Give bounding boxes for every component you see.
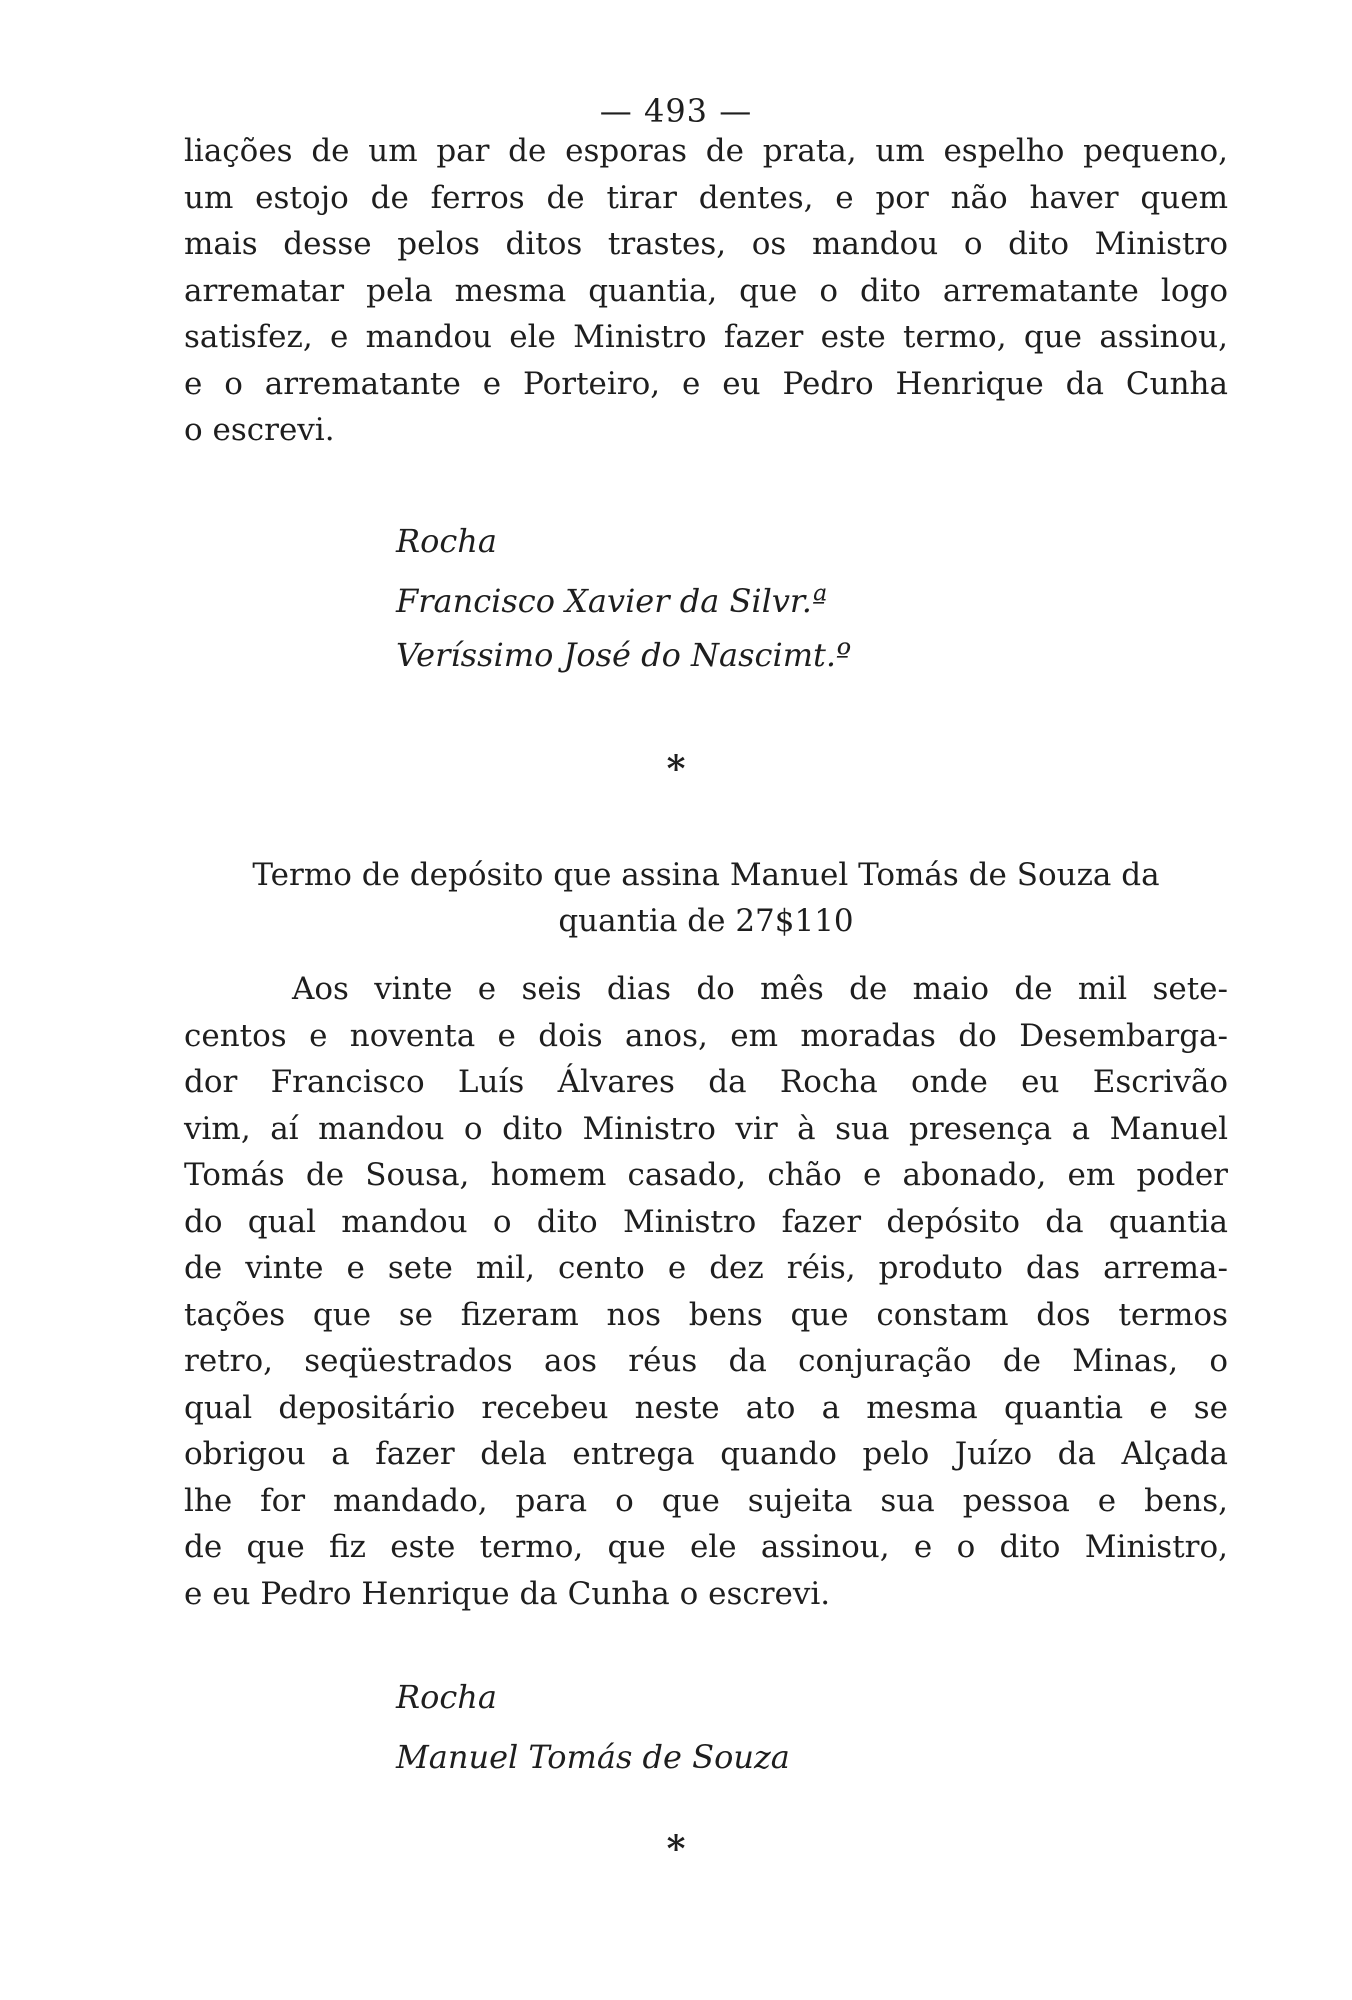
paragraph-line: Tomás de Sousa, homem casado, chão e abonado, em poder <box>184 1157 1228 1193</box>
paragraph-line: liações de um par de esporas de prata, um espelho pequeno, <box>184 133 1228 169</box>
signature-rocha: Rocha <box>396 522 497 560</box>
section-heading <box>184 852 1228 944</box>
paragraph-line: um estojo de ferros de tirar dentes, e por não haver quem <box>184 179 1228 216</box>
paragraph-line: dor Francisco Luís Álvares da Rocha onde eu Escrivão <box>184 1064 1228 1100</box>
paragraph-line: centos e noventa e dois anos, em moradas do Desembarga- <box>184 1017 1228 1054</box>
paragraph-line: de que fiz este termo, que ele assinou, e o dito Ministro, <box>184 1529 1228 1565</box>
paragraph-line: do qual mandou o dito Ministro fazer depósito da quantia <box>184 1203 1228 1240</box>
paragraph-line: arrematar pela mesma quantia, que o dito arrematante logo <box>184 272 1228 309</box>
paragraph-line: satisfez, e mandou ele Ministro fazer este termo, que assinou, <box>184 319 1228 355</box>
section-separator: * <box>666 748 686 790</box>
page-number: — 493 — <box>599 92 753 130</box>
paragraph-line: e o arrematante e Porteiro, e eu Pedro Henrique da Cunha <box>184 365 1228 402</box>
signature-manuel-tomas: Manuel Tomás de Souza <box>396 1738 790 1776</box>
paragraph-line: Aos vinte e seis dias do mês de maio de mil sete- <box>292 971 1228 1007</box>
paragraph-line: de vinte e sete mil, cento e dez réis, produto das arrema- <box>184 1250 1228 1286</box>
heading-line: quantia de 27$110 <box>558 903 854 939</box>
heading-line: Termo de depósito que assina Manuel Tomás de Souza da <box>252 857 1160 893</box>
paragraph-line: vim, aí mandou o dito Ministro vir à sua presença a Manuel <box>184 1110 1228 1147</box>
paragraph-line: o escrevi. <box>184 412 335 448</box>
signature-francisco-xavier: Francisco Xavier da Silvr.ª <box>396 582 828 620</box>
first-paragraph <box>184 128 1228 454</box>
paragraph-line: mais desse pelos ditos trastes, os mandou o dito Ministro <box>184 226 1228 262</box>
paragraph-line: obrigou a fazer dela entrega quando pelo Juízo da Alçada <box>184 1436 1228 1472</box>
second-paragraph <box>184 966 1228 1617</box>
paragraph-line: qual depositário recebeu neste ato a mesma quantia e se <box>184 1389 1228 1426</box>
signature-verissimo-jose: Veríssimo José do Nascimt.º <box>396 636 852 674</box>
paragraph-line: tações que se fizeram nos bens que constam dos termos <box>184 1296 1228 1333</box>
section-separator-2: * <box>666 1828 686 1870</box>
paragraph-line: lhe for mandado, para o que sujeita sua pessoa e bens, <box>184 1482 1228 1519</box>
signature-rocha-2: Rocha <box>396 1678 497 1716</box>
paragraph-line: e eu Pedro Henrique da Cunha o escrevi. <box>184 1575 831 1612</box>
paragraph-line: retro, seqüestrados aos réus da conjuração de Minas, o <box>184 1343 1228 1379</box>
